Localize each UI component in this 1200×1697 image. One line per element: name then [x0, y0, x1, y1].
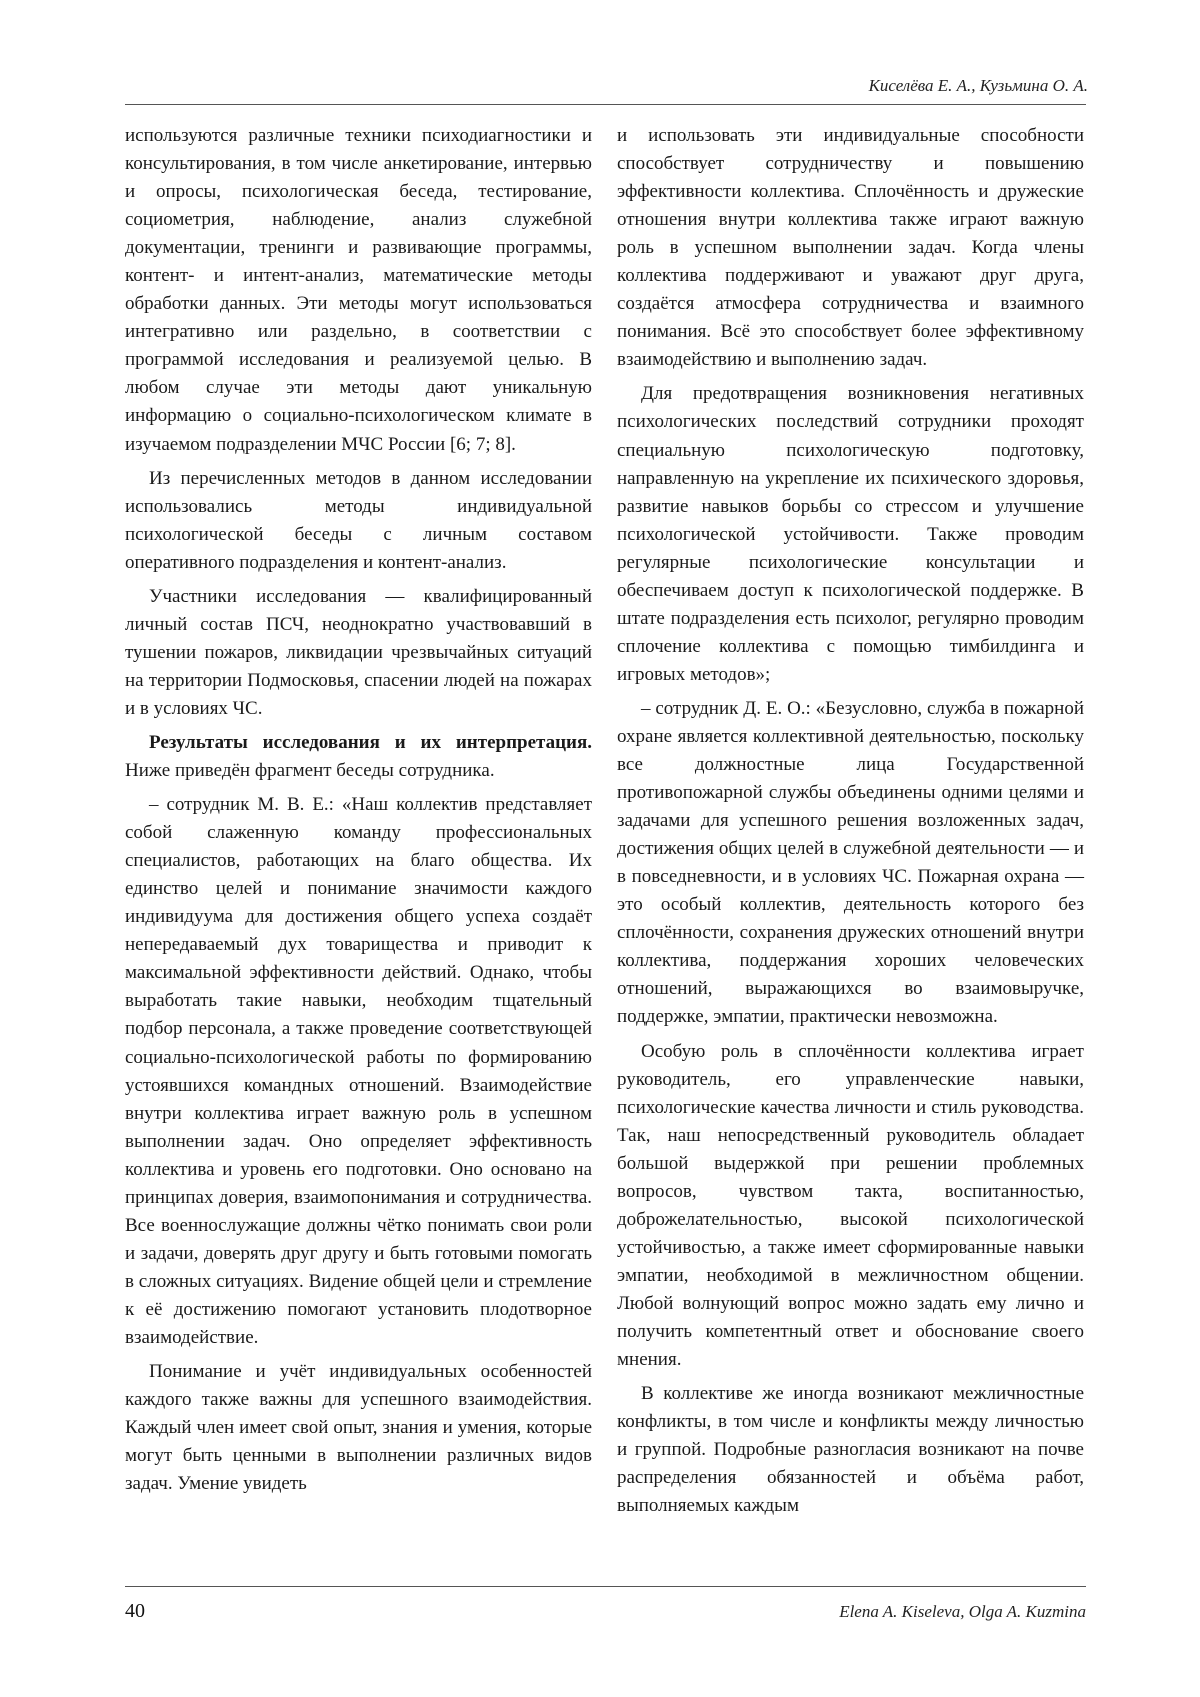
right-column — [617, 122, 1084, 1526]
paragraph: и использовать эти индивидуальные способности способствует сотрудничеству и повышению эффективности коллектива. Сплочённость и дружеские отношения внутри коллектива также играют важную роль в успешном выполнении задач. Когда члены коллектива поддерживают и уважают друг друга, создаётся атмосфера сотрудничества и взаимного понимания. Всё это способствует более эффективному взаимодействию и выполнению задач. — [617, 125, 1084, 371]
interview-quote: – сотрудник Д. Е. О.: «Безусловно, служба в пожарной охране является коллективной деятельностью, поскольку все должностные лица Государственной противопожарной службы объединены одними целями и задачами для успешного решения возложенных задач, достижения общих целей в служебной деятельности — и в повседневности, и в условиях ЧС. Пожарная охрана — это особый коллектив, деятельность которого без сплочённости, сохранения дружеских отношений внутри коллектива, поддержания хороших человеческих отношений, выражающихся во взаимовыручке, поддержке, эмпатии, практически невозможна. — [617, 697, 1084, 1028]
paragraph-text: Ниже приведён фрагмент беседы сотрудника. — [125, 760, 495, 782]
results-paragraph — [125, 729, 592, 785]
interview-quote: – сотрудник М. В. Е.: «Наш коллектив представляет собой слаженную команду профессиональных специалистов, работающих на благо общества. Их единство целей и понимание значимости каждого индивидуума для достижения общего успеха создаёт непередаваемый дух товарищества и приводит к максимальной эффективности действий. Однако, чтобы выработать такие навыки, необходим тщательный подбор персонала, а также проведение соответствующей социально-психологической работы по формированию устоявшихся командных отношений. Взаимодействие внутри коллектива играет важную роль в успешном выполнении задач. Оно определяет эффективность коллектива и уровень его подготовки. Оно основано на принципах доверия, взаимопонимания и сотрудничества. Все военнослужащие должны чётко понимать свои роли и задачи, доверять друг другу и быть готовыми помогать в сложных ситуациях. Видение общей цели и стремление к её достижению помогают установить плодотворное взаимодействие. — [125, 794, 592, 1348]
paragraph: Понимание и учёт индивидуальных особенностей каждого также важны для успешного взаимодействия. Каждый член имеет свой опыт, знания и умения, которые могут быть ценными в выполнении различных видов задач. Умение увидеть — [125, 1361, 592, 1495]
paragraph: Участники исследования — квалифицированный личный состав ПСЧ, неоднократно участвовавший в тушении пожаров, ликвидации чрезвычайных ситуаций на территории Подмосковья, спасении людей на пожарах и в условиях ЧС. — [125, 585, 592, 719]
footer-authors: Elena A. Kiseleva, Olga A. Kuzmina — [839, 1602, 1086, 1621]
running-head-authors: Киселёва Е. А., Кузьмина О. А. — [868, 76, 1088, 95]
left-column — [125, 122, 592, 1504]
paragraph: Для предотвращения возникновения негативных психологических последствий сотрудники проходят специальную психологическую подготовку, направленную на укрепление их психического здоровья, развитие навыков борьбы со стрессом и улучшение психологической устойчивости. Также проводим регулярные психологические консультации и обеспечиваем доступ к психологической поддержке. В штате подразделения есть психолог, регулярно проводим сплочение коллектива с помощью тимбилдинга и игровых методов»; — [617, 383, 1084, 685]
page-number: 40 — [125, 1600, 145, 1622]
header-rule — [125, 104, 1086, 105]
paragraph: используются различные техники психодиагностики и консультирования, в том числе анкетирование, интервью и опросы, психологическая беседа, тестирование, социометрия, наблюдение, анализ служебной документации, тренинги и развивающие программы, контент- и интент-анализ, математические методы обработки данных. Эти методы могут использоваться интегративно или раздельно, в соответствии с программой исследования и реализуемой целью. В любом случае эти методы дают уникальную информацию о социально-психологическом климате в изучаемом подразделении МЧС России [6; 7; 8]. — [125, 125, 592, 455]
paragraph: Особую роль в сплочённости коллектива играет руководитель, его управленческие навыки, психологические качества личности и стиль руководства. Так, наш непосредственный руководитель обладает большой выдержкой при решении проблемных вопросов, чувством такта, воспитанностью, доброжелательностью, высокой психологической устойчивостью, а также имеет сформированные навыки эмпатии, необходимой в межличностном общении. Любой волнующий вопрос можно задать ему лично и получить компетентный ответ и обоснование своего мнения. — [617, 1040, 1084, 1371]
section-heading: Результаты исследования и их интерпретация. — [149, 731, 592, 753]
footer-rule — [125, 1586, 1086, 1587]
paragraph: Из перечисленных методов в данном исследовании использовались методы индивидуальной психологической беседы с личным составом оперативного подразделения и контент-анализ. — [125, 467, 592, 573]
paragraph: В коллективе же иногда возникают межличностные конфликты, в том числе и конфликты между личностью и группой. Подробные разногласия возникают на почве распределения обязанностей и объёма работ, выполняемых каждым — [617, 1383, 1084, 1517]
